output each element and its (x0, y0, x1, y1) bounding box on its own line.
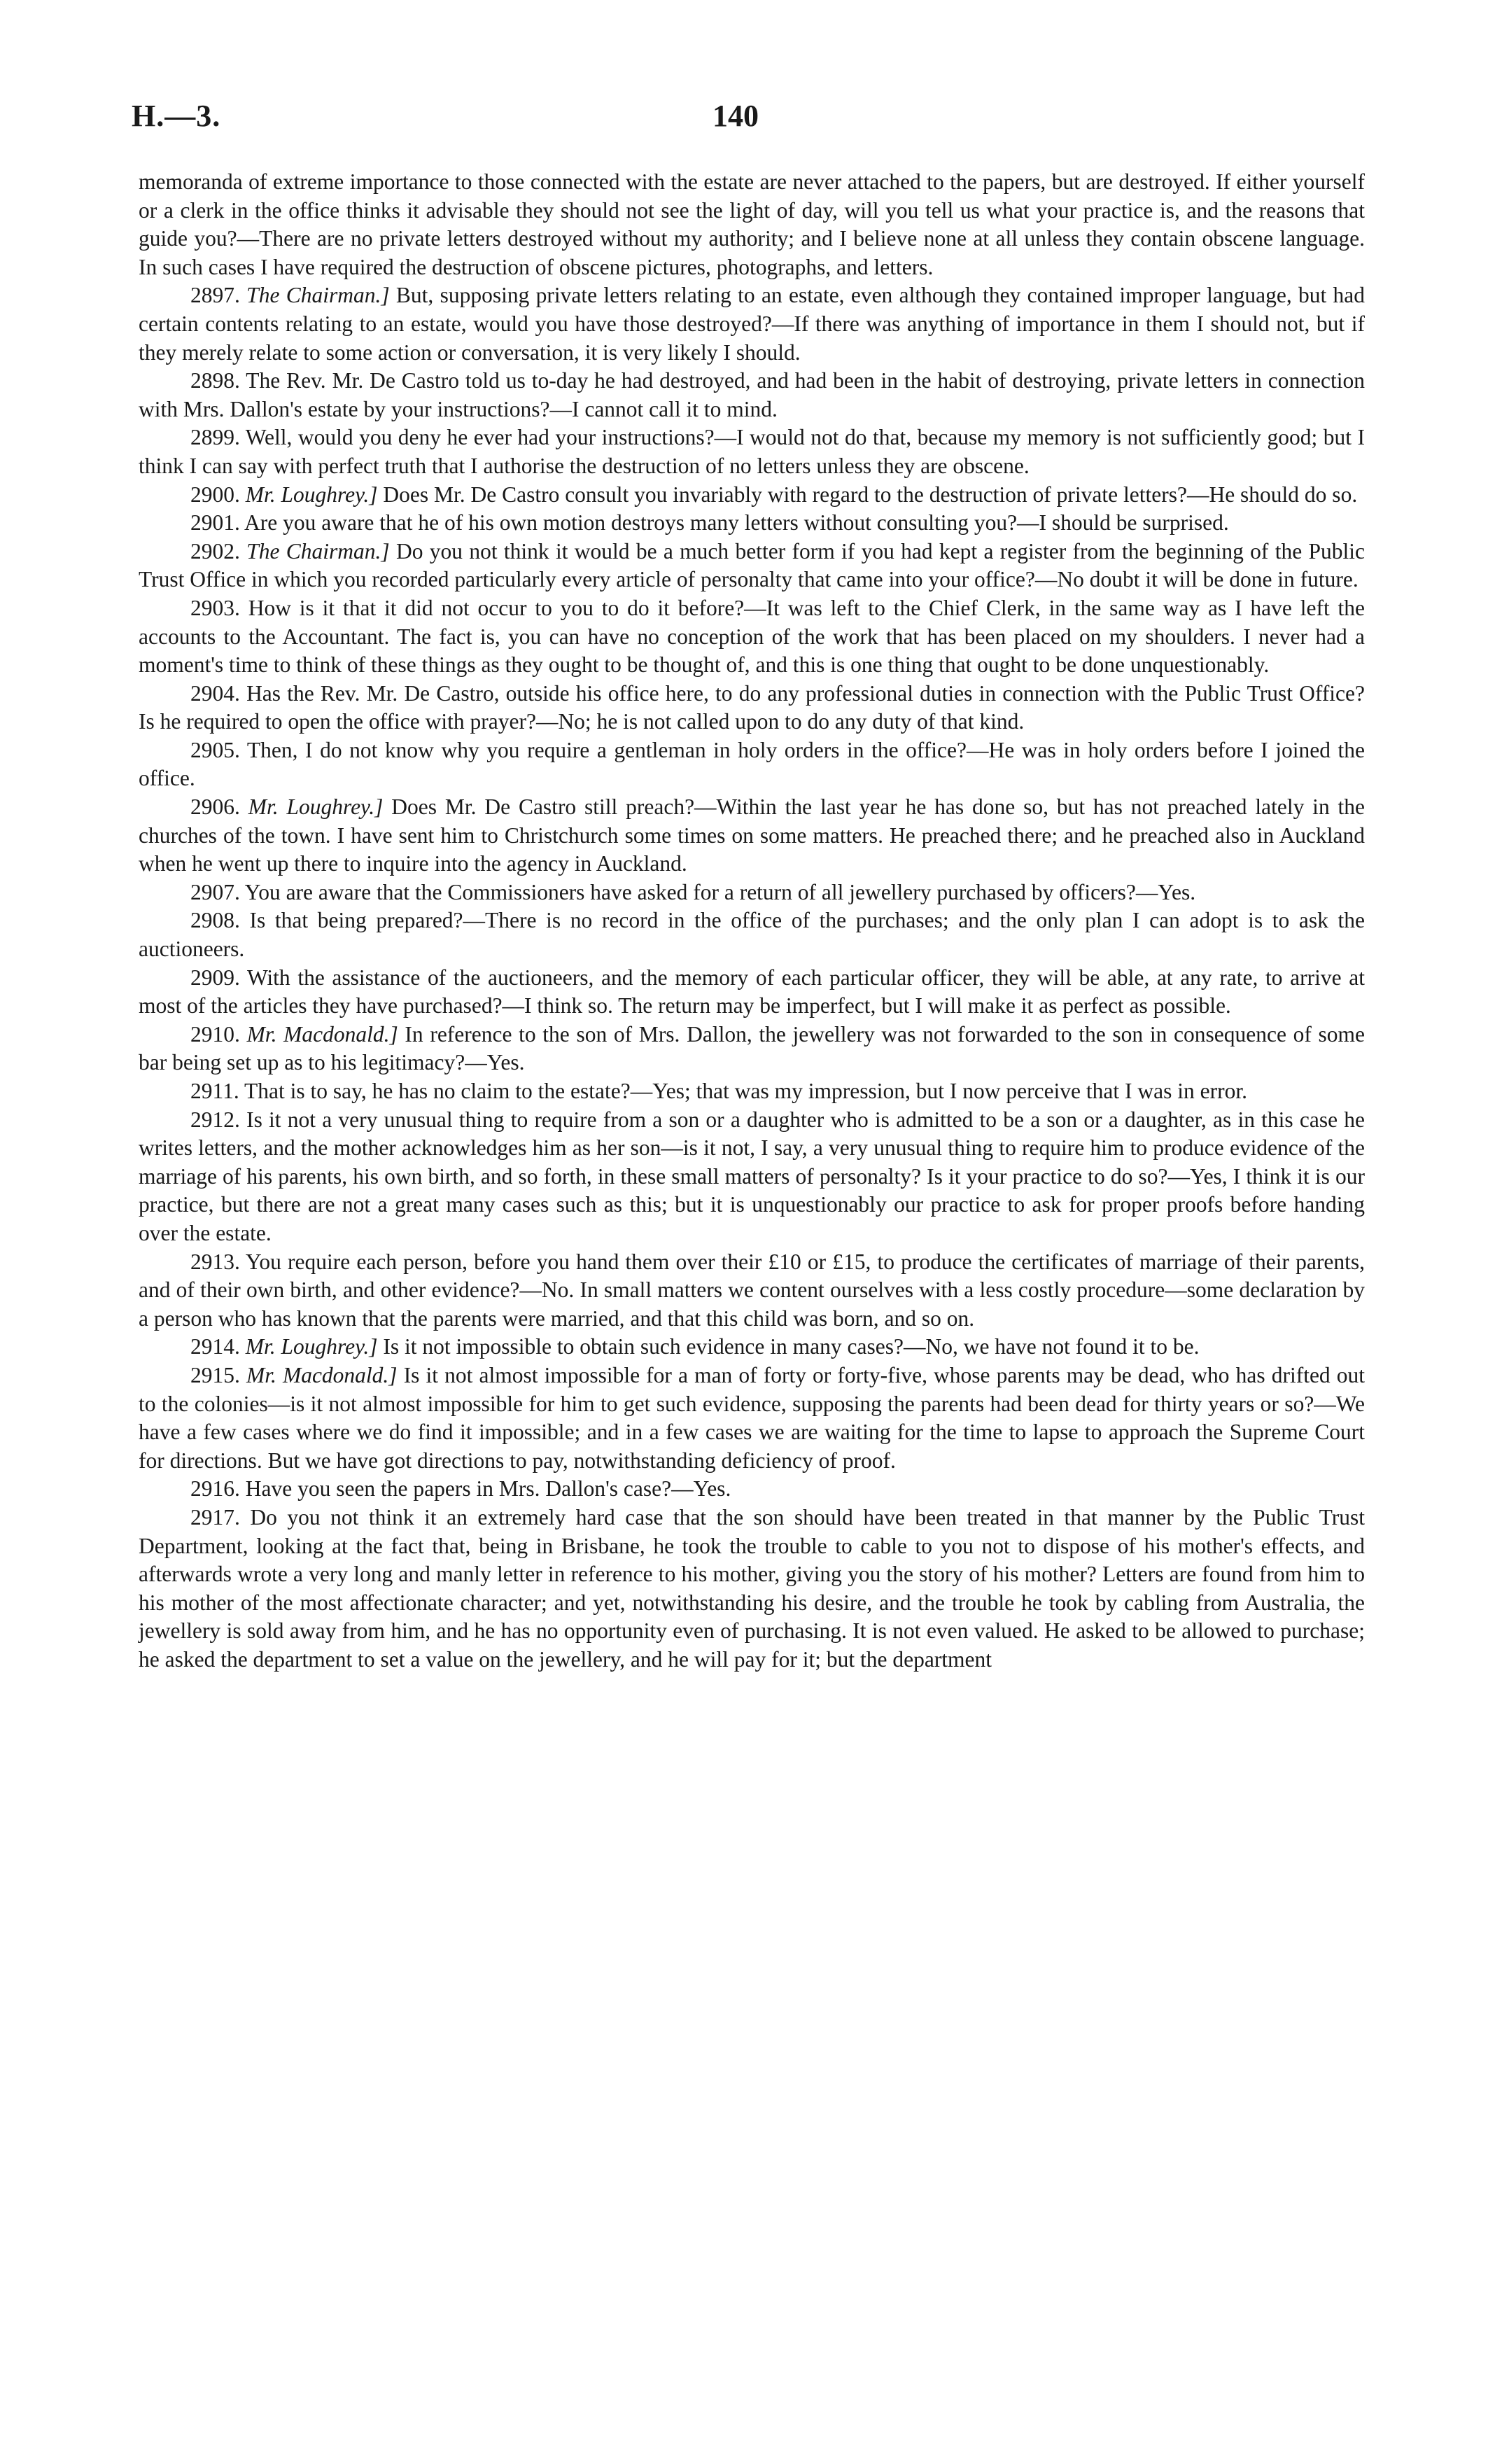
testimony-paragraph (139, 481, 1365, 510)
testimony-paragraph (139, 538, 1365, 594)
question-number: 2910. (190, 1021, 240, 1046)
question-number: 2912. (190, 1107, 240, 1132)
testimony-paragraph (139, 367, 1365, 424)
paragraph-text: Well, would you deny he ever had your instructions?—I would not do that, because my memory is not sufficiently good; but I think I can say with perfect truth that I authorise the destruction of no letters unless they are obscene. (139, 425, 1365, 478)
question-number: 2897. (190, 283, 240, 308)
question-number: 2906. (190, 794, 240, 820)
paragraph-text: Have you seen the papers in Mrs. Dallon's case?—Yes. (245, 1476, 731, 1502)
testimony-paragraph (139, 964, 1365, 1021)
page-number: 140 (713, 99, 759, 133)
document-code: H.—3. (132, 99, 221, 133)
question-number: 2904. (190, 680, 240, 706)
testimony-paragraph (139, 1362, 1365, 1475)
question-number: 2898. (190, 368, 240, 393)
paragraph-text: Does Mr. De Castro still preach?—Within the last year he has done so, but has not preached lately in the churches of the town. I have sent him to Christchurch some times on some matters. He preached there; and he preached also in Auckland when he went up there to inquire into the agency in Auckland. (139, 794, 1366, 876)
question-number: 2914. (190, 1334, 240, 1359)
paragraph-text: memoranda of extreme importance to those connected with the estate are never attached to the papers, but are destroyed. If either yourself or a clerk in the office thinks it advisable they should not see the light of day, will you tell us what your practice is, and the reasons that guide you?—There are no private letters destroyed without my authority; and I believe none at all unless they contain obscene language. In such cases I have required the destruction of obscene pictures, photographs, and letters. (139, 169, 1365, 279)
paragraph-text: That is to say, he has no claim to the estate?—Yes; that was my impression, but I now perceive that I was in error. (244, 1079, 1247, 1103)
paragraph-text: Has the Rev. Mr. De Castro, outside his office here, to do any professional duties in connection with the Public Trust Office? Is he required to open the office with prayer?—No; he is not called upon to do any duty of that kind. (139, 680, 1366, 734)
speaker-name: Mr. Macdonald.] (246, 1362, 398, 1387)
paragraph-text: You require each person, before you hand them over their £10 or £15, to produce the certificates of marriage of their parents, and of their own birth, and other evidence?—No. In small matters we content ourselves with a less costly procedure—some declaration by a person who has known that the parents were married, and that this child was born, and so on. (139, 1249, 1365, 1331)
paragraph-text: Do you not think it would be a much better form if you had kept a register from the beginning of the Public Trust Office in which you recorded particularly every article of personalty that came into your office?—No doubt it will be done in future. (139, 538, 1365, 592)
testimony-paragraph (139, 1077, 1365, 1106)
speaker-name: Mr. Loughrey.] (245, 482, 378, 507)
testimony-paragraph (139, 906, 1365, 963)
testimony-paragraph (139, 1504, 1365, 1674)
testimony-paragraph (139, 1021, 1365, 1077)
paragraph-text: How is it that it did not occur to you to do it before?—It was left to the Chief Clerk, in the same way as I have left the accounts to the Accountant. The fact is, you can have no conception of the work that has been placed on my shoulders. I never had a moment's time to think of these things as they ought to be thought of, and this is one thing that ought to be done unquestionably. (139, 595, 1366, 678)
testimony-paragraph (139, 736, 1365, 793)
testimony-paragraph (139, 594, 1365, 680)
paragraph-text: Does Mr. De Castro consult you invariably with regard to the destruction of private letters?—He should do so. (383, 482, 1358, 507)
speaker-name: The Chairman.] (246, 538, 390, 564)
speaker-name: The Chairman.] (246, 283, 390, 308)
question-number: 2905. (190, 737, 240, 762)
testimony-body (139, 168, 1365, 1674)
paragraph-text: But, supposing private letters relating to an estate, even although they contained improper language, but had certain contents relating to an estate, would you have those destroyed?—If there was anything of importance in them I should not, but if they merely relate to some action or conversation, it is very likely I should. (139, 283, 1366, 365)
question-number: 2916. (190, 1476, 240, 1502)
question-number: 2908. (190, 908, 240, 933)
testimony-paragraph (139, 1475, 1365, 1504)
testimony-paragraph (139, 793, 1365, 878)
question-number: 2913. (190, 1249, 240, 1274)
question-number: 2902. (190, 538, 240, 564)
testimony-paragraph (139, 878, 1365, 907)
paragraph-text: Then, I do not know why you require a gentleman in holy orders in the office?—He was in holy orders before I joined the office. (139, 737, 1365, 791)
question-number: 2900. (190, 482, 240, 507)
testimony-paragraph (139, 281, 1365, 367)
testimony-paragraph (139, 509, 1365, 538)
paragraph-text: Is it not almost impossible for a man of forty or forty-five, whose parents may be dead, who has drifted out to the colonies—is it not almost impossible for him to get such evidence, supposing the parents had been dead for thirty years or so?—We have a few cases where we do find it impossible; and in a few cases we are waiting for the time to lapse to approach the Supreme Court for directions. But we have got directions to pay, notwithstanding deficiency of proof. (139, 1362, 1366, 1473)
speaker-name: Mr. Loughrey.] (245, 1334, 378, 1359)
paragraph-text: You are aware that the Commissioners have asked for a return of all jewellery purchased by officers?—Yes. (244, 879, 1196, 904)
testimony-paragraph (139, 680, 1365, 736)
paragraph-text: Is it not a very unusual thing to require from a son or a daughter who is admitted to be a son or a daughter, as in this case he writes letters, and the mother acknowledges him as her son—is it not, I say, a very unusual thing to require him to produce evidence of the marriage of his parents, his own birth, and so forth, in these small matters of personalty? Is it your practice to do so?—Yes, I think it is our practice, but there are not a great many cases such as this; but it is unquestionably our practice to ask for proper proofs before handing over the estate. (139, 1107, 1366, 1245)
testimony-paragraph (139, 1333, 1365, 1362)
paragraph-text: The Rev. Mr. De Castro told us to-day he had destroyed, and had been in the habit of destroying, private letters in connection with Mrs. Dallon's estate by your instructions?—I cannot call it to mind. (139, 368, 1365, 421)
paragraph-text: In reference to the son of Mrs. Dallon, the jewellery was not forwarded to the son in consequence of some bar being set up as to his legitimacy?—Yes. (139, 1021, 1366, 1075)
testimony-paragraph (139, 1248, 1365, 1334)
question-number: 2899. (190, 425, 240, 450)
question-number: 2917. (190, 1504, 240, 1530)
question-number: 2901. (190, 510, 240, 536)
testimony-paragraph (139, 1106, 1365, 1248)
question-number: 2911. (190, 1079, 239, 1103)
testimony-paragraph (139, 424, 1365, 480)
paragraph-text: With the assistance of the auctioneers, and the memory of each particular officer, they will be able, at any rate, to arrive at most of the articles they have purchased?—I think so. The return may be imperfect, but I will make it as perfect as possible. (139, 965, 1365, 1018)
speaker-name: Mr. Macdonald.] (246, 1021, 398, 1046)
question-number: 2915. (190, 1362, 240, 1387)
question-number: 2903. (190, 595, 240, 620)
paragraph-text: Are you aware that he of his own motion destroys many letters without consulting you?—I should be surprised. (244, 510, 1229, 536)
paragraph-text: Do you not think it an extremely hard case that the son should have been treated in that manner by the Public Trust Department, looking at the fact that, being in Brisbane, he took the trouble to cable to you not to dispose of his mother's effects, and afterwards wrote a very long and manly letter in reference to his mother, giving you the story of his mother? Letters are found from him to his mother of the most affectionate character; and yet, notwithstanding his desire, and the trouble he took by cabling from Australia, the jewellery is sold away from him, and he has no opportunity even of purchasing. It is not even valued. He asked to be allowed to purchase; he asked the department to set a value on the jewellery, and he will pay for it; but the department (139, 1504, 1365, 1672)
paragraph-text: Is that being prepared?—There is no record in the office of the purchases; and the only plan I can adopt is to ask the auctioneers. (139, 908, 1366, 962)
testimony-paragraph (139, 168, 1365, 281)
question-number: 2909. (190, 965, 240, 990)
page-header (132, 91, 1363, 147)
question-number: 2907. (190, 879, 240, 904)
speaker-name: Mr. Loughrey.] (248, 794, 384, 820)
paragraph-text: Is it not impossible to obtain such evidence in many cases?—No, we have not found it to be. (383, 1334, 1200, 1359)
